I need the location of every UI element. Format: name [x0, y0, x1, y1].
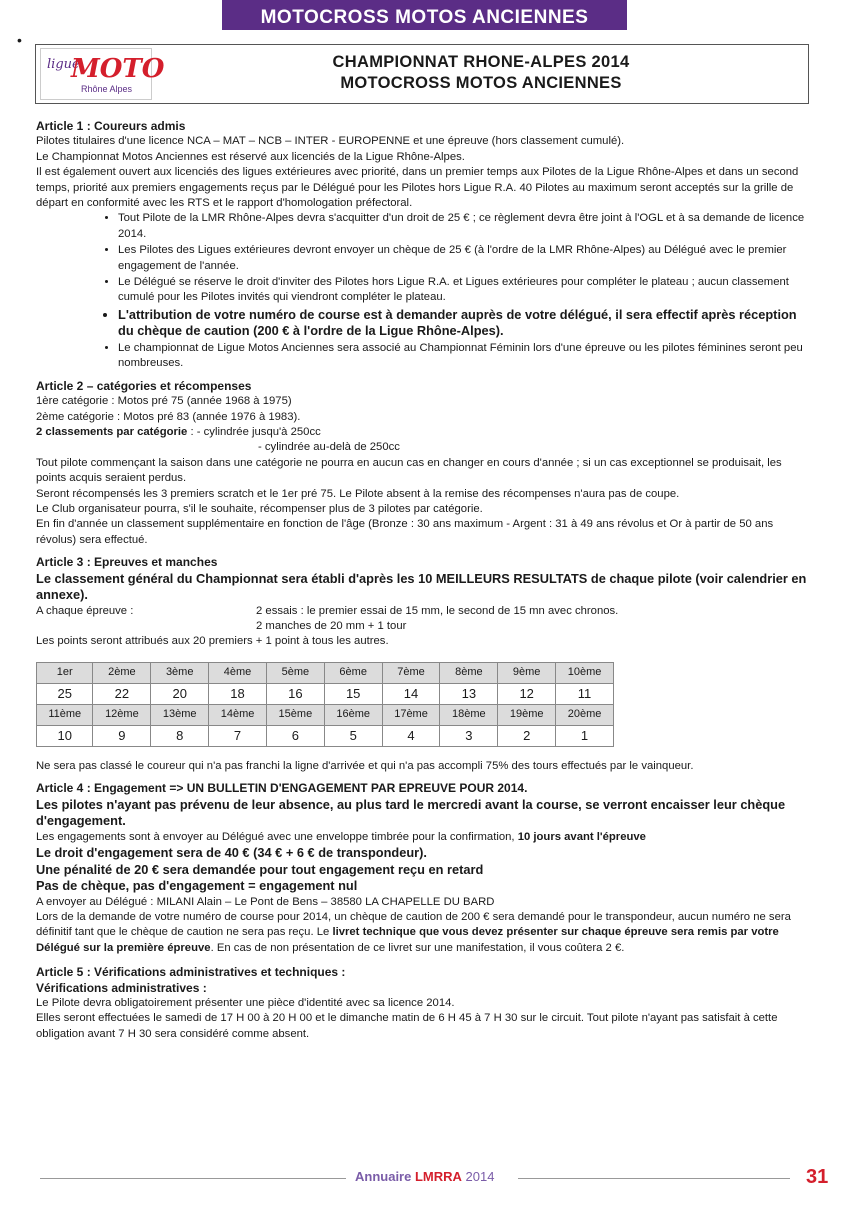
list-item: • Le Délégué se réserve le droit d'inviter des Pilotes hors Ligue R.A. et Ligues extérieures pour compléter le plateau ; aucun classement cumulé pour les Pilotes invités qui viendront compléter le plateau.	[118, 275, 811, 306]
table-cell: 15ème	[266, 704, 324, 725]
table-cell: 14ème	[209, 704, 267, 725]
footer-rule-left	[40, 1178, 346, 1179]
article2-cat2: 2ème catégorie : Motos pré 83 (année 1976 à 1983).	[36, 410, 301, 423]
article4-address: A envoyer au Délégué : MILANI Alain – Le Pont de Bens – 38580 LA CHAPELLE DU BARD	[36, 895, 495, 908]
each-label: A chaque épreuve :	[36, 604, 134, 617]
page-footer	[0, 1166, 853, 1190]
table-cell: 18	[209, 683, 267, 704]
table-cell: 7	[209, 725, 267, 746]
article2-classements	[36, 425, 811, 440]
article4-p2-bold: livret technique que vous devez présenter sur chaque épreuve sera remis par votre Délégué sur la première épreuve	[36, 926, 779, 954]
footer-annuaire: Annuaire	[355, 1169, 415, 1184]
table-cell: 4ème	[209, 662, 267, 683]
article4-bold4: Pas de chèque, pas d'engagement = engagement nul	[36, 878, 358, 893]
table-cell: 20ème	[556, 704, 614, 725]
footer-text	[355, 1169, 494, 1184]
table-cell: 16	[266, 683, 324, 704]
table-cell: 1	[556, 725, 614, 746]
table-cell: 4	[382, 725, 440, 746]
article4-bold1: Les pilotes n'ayant pas prévenu de leur absence, au plus tard le mercredi avant la course, se verront encaisser leur chèque d'engagement.	[36, 796, 786, 829]
table-cell: 20	[151, 683, 209, 704]
table-cell: 2ème	[93, 662, 151, 683]
table-cell: 18ème	[440, 704, 498, 725]
article1-bullets	[36, 211, 811, 371]
logo-moto-text: MOTO	[71, 54, 165, 84]
table-cell: 3	[440, 725, 498, 746]
classements-a: : - cylindrée jusqu'à 250cc	[187, 425, 321, 438]
article1-title: Article 1 : Coureurs admis	[36, 119, 186, 133]
each-line-1: 2 essais : le premier essai de 15 mm, le second de 15 mn avec chronos.	[256, 604, 619, 617]
table-row	[37, 725, 614, 746]
list-item: • Les Pilotes des Ligues extérieures devront envoyer un chèque de 25 € (à l'ordre de la LMR Rhône-Alpes) au Délégué avec le premier engagement de l'année.	[118, 243, 811, 274]
table-cell: 15	[324, 683, 382, 704]
classements-label: 2 classements par catégorie	[36, 425, 188, 438]
page-number: 31	[806, 1166, 829, 1188]
section-banner: MOTOCROSS MOTOS ANCIENNES	[222, 0, 627, 30]
each-line-2: 2 manches de 20 mm + 1 tour	[256, 619, 407, 632]
list-item: • Tout Pilote de la LMR Rhône-Alpes devra s'acquitter d'un droit de 25 € ; ce règlement devra être joint à l'OGL et à sa demande de licence 2014.	[118, 211, 811, 242]
table-cell: 13ème	[151, 704, 209, 725]
table-cell: 13	[440, 683, 498, 704]
table-cell: 6ème	[324, 662, 382, 683]
table-cell: 8ème	[440, 662, 498, 683]
article2-classements-b: - cylindrée au-delà de 250cc	[258, 441, 400, 454]
ligue-moto-logo	[40, 48, 165, 100]
table-cell: 17ème	[382, 704, 440, 725]
table-cell: 10	[37, 725, 93, 746]
article3-each	[36, 604, 811, 635]
table-cell: 8	[151, 725, 209, 746]
table-cell: 9	[93, 725, 151, 746]
table-cell: 5ème	[266, 662, 324, 683]
table-row	[37, 704, 614, 725]
bullet-mark: •	[17, 32, 22, 48]
article1-p1: Pilotes titulaires d'une licence NCA – MAT – NCB – INTER - EUROPENNE et une épreuve (hors classement cumulé).	[36, 135, 625, 148]
footer-brand: LMRRA	[414, 1169, 462, 1184]
article4-p1-bold: 10 jours avant l'épreuve	[517, 830, 646, 843]
article4-p2	[36, 910, 811, 956]
points-table	[36, 662, 614, 747]
table-cell: 2	[498, 725, 556, 746]
article3-after: Ne sera pas classé le coureur qui n'a pas franchi la ligne d'arrivée et qui n'a pas accompli 75% des tours effectués par le vainqueur.	[36, 759, 694, 772]
article3-points: Les points seront attribués aux 20 premiers + 1 point à tous les autres.	[36, 635, 389, 648]
footer-rule-right	[518, 1178, 790, 1179]
article2-p1: Tout pilote commençant la saison dans une catégorie ne pourra en aucun cas en changer en cours d'année ; si un cas exceptionnel se produisait, les points acquis seraient perdus.	[36, 456, 782, 485]
list-item: • L'attribution de votre numéro de course est à demander auprès de votre délégué, il sera effectif après réception du chèque de caution (200 € à l'ordre de la Ligue Rhône-Alpes).	[118, 307, 811, 340]
table-row	[37, 662, 614, 683]
table-cell: 6	[266, 725, 324, 746]
article4-bold3: Une pénalité de 20 € sera demandée pour tout engagement reçu en retard	[36, 861, 484, 877]
article4-p1-text: Les engagements sont à envoyer au Délégué avec une enveloppe timbrée pour la confirmation,	[36, 830, 518, 843]
article5-p1: Le Pilote devra obligatoirement présenter une pièce d'identité avec sa licence 2014.	[36, 996, 455, 1009]
table-cell: 14	[382, 683, 440, 704]
article5-title: Article 5 : Vérifications administratives et techniques :	[36, 965, 346, 980]
table-cell: 12ème	[93, 704, 151, 725]
title-box	[35, 44, 809, 104]
table-cell: 19ème	[498, 704, 556, 725]
table-cell: 11	[556, 683, 614, 704]
article2-p3: Le Club organisateur pourra, s'il le souhaite, récompenser plus de 3 pilotes par catégorie.	[36, 502, 483, 515]
logo-ligue-text: ligue	[47, 57, 80, 72]
article2-p4: En fin d'année un classement supplémentaire en fonction de l'âge (Bronze : 30 ans maximum - Argent : 31 à 49 ans révolus et Or à partir de 50 ans révolus) sera effectué.	[36, 518, 774, 546]
table-cell: 12	[498, 683, 556, 704]
page-title	[156, 52, 806, 94]
footer-year: 2014	[461, 1169, 495, 1184]
article4-p2-text: Lors de la demande de votre numéro de course pour 2014, un chèque de caution de 200 € sera demandé pour le transpondeur, aucun numéro ne sera définitif tant que le chèque de caution ne sera pas reçu. Le	[36, 910, 791, 939]
article5-subtitle: Vérifications administratives :	[36, 980, 207, 995]
table-cell: 25	[37, 683, 93, 704]
article1-p2: Le Championnat Motos Anciennes est réservé aux licenciés de la Ligue Rhône-Alpes.	[36, 150, 465, 163]
table-cell: 10ème	[556, 662, 614, 683]
article3-title: Article 3 : Epreuves et manches	[36, 555, 218, 570]
title-line-2: MOTOCROSS MOTOS ANCIENNES	[340, 74, 622, 92]
article3-bold: Le classement général du Championnat sera établi d'après les 10 MEILLEURS RESULTATS de chaque pilote (voir calendrier en annexe).	[36, 570, 807, 603]
table-cell: 3ème	[151, 662, 209, 683]
table-cell: 22	[93, 683, 151, 704]
article4-bold2: Le droit d'engagement sera de 40 € (34 € + 6 € de transpondeur).	[36, 845, 427, 860]
table-cell: 1er	[37, 662, 93, 683]
title-line-1: CHAMPIONNAT RHONE-ALPES 2014	[332, 53, 630, 71]
article4-title: Article 4 : Engagement => UN BULLETIN D'ENGAGEMENT PAR EPREUVE POUR 2014.	[36, 781, 528, 796]
table-cell: 5	[324, 725, 382, 746]
table-cell: 7ème	[382, 662, 440, 683]
main-content	[36, 119, 811, 1042]
table-row	[37, 683, 614, 704]
article2-title: Article 2 – catégories et récompenses	[36, 378, 252, 393]
article2-cat1: 1ère catégorie : Motos pré 75 (année 1968 à 1975)	[36, 395, 292, 408]
article4-p1	[36, 830, 811, 845]
logo-region-text: Rhône Alpes	[81, 84, 133, 94]
table-cell: 11ème	[37, 704, 93, 725]
article5-p2: Elles seront effectuées le samedi de 17 H 00 à 20 H 00 et le dimanche matin de 6 H 45 à 7 H 30 sur le circuit. Tout pilote n'ayant pas satisfait à cette obligation avant 7 H 30 sera considéré comme absent.	[36, 1012, 778, 1040]
article2-p2: Seront récompensés les 3 premiers scratch et le 1er pré 75. Le Pilote absent à la remise des récompenses n'aura pas de coupe.	[36, 487, 680, 500]
table-cell: 16ème	[324, 704, 382, 725]
article1-p3: Il est également ouvert aux licenciés des ligues extérieures avec priorité, dans un premier temps aux Pilotes de la Ligue Rhône-Alpes et dans un second temps, priorité aux premiers engagements reçus par le Délégué pour les Pilotes hors Ligue R.A. 40 Pilotes au maximum seront acceptés sur la grille de départ en conformité avec les RTS et le rapport d'homologation préfectoral.	[36, 166, 799, 210]
list-item: • Le championnat de Ligue Motos Anciennes sera associé au Championnat Féminin lors d'une épreuve ou les pilotes féminines seront peu nombreuses.	[118, 341, 811, 372]
article4-p2-end: . En cas de non présentation de ce livret sur une manifestation, il vous coûtera 2 €.	[210, 941, 625, 954]
each-details	[256, 604, 618, 635]
table-cell: 9ème	[498, 662, 556, 683]
